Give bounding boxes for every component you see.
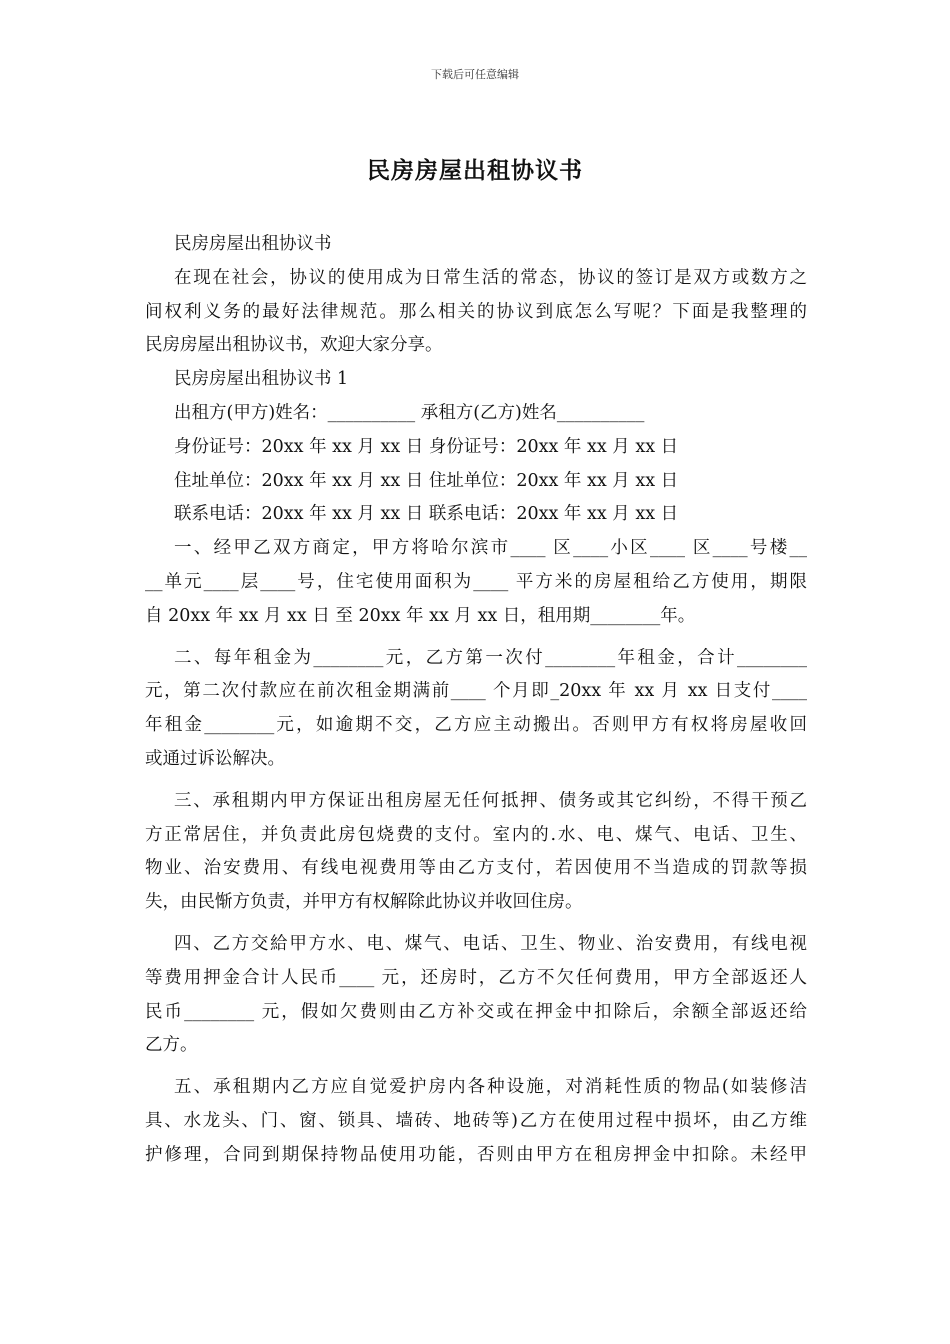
text-line: 民币________ 元，假如欠费则由乙方补交或在押金中扣除后，余额全部返还给: [145, 1001, 807, 1022]
text-line: 具、水龙头、门、窗、锁具、墙砖、地砖等)乙方在使用过程中损坏，由乙方维: [145, 1110, 807, 1131]
text-line: 联系电话：20xx 年 xx 月 xx 日 联系电话：20xx 年 xx 月 xx 日: [174, 504, 679, 525]
text-line: 乙方。: [145, 1035, 198, 1056]
text-line: 护修理，合同到期保持物品使用功能，否则由甲方在租房押金中扣除。未经甲: [145, 1144, 807, 1165]
text-line: 二、每年租金为________元，乙方第一次付________年租金，合计________: [174, 647, 807, 668]
text-line: 五、承租期内乙方应自觉爱护房内各种设施，对消耗性质的物品(如装修洁: [174, 1077, 807, 1098]
paragraph-gap: [145, 1063, 807, 1071]
text-line: __单元____层____号，住宅使用面积为____ 平方米的房屋租给乙方使用，期限: [145, 571, 807, 592]
text-line: 民房房屋出租协议书: [174, 234, 332, 254]
paragraph-gap: [145, 634, 807, 642]
text-line: 失，由民惭方负责，并甲方有权解除此协议并收回住房。: [145, 892, 583, 913]
text-line: 年租金________元，如逾期不交，乙方应主动搬出。否则甲方有权将房屋收回: [145, 715, 807, 736]
text-line: 三、承租期内甲方保证出租房屋无任何抵押、债务或其它纠纷，不得干预乙: [174, 790, 807, 811]
text-line: 民房房屋出租协议书 1: [174, 369, 349, 390]
text-line: 住址单位：20xx 年 xx 月 xx 日 住址单位：20xx 年 xx 月 xx 日: [174, 470, 679, 491]
text-line: 物业、治安费用、有线电视费用等由乙方支付，若因使用不当造成的罚款等损: [145, 858, 807, 879]
text-line: 身份证号：20xx 年 xx 月 xx 日 身份证号：20xx 年 xx 月 xx 日: [174, 436, 679, 457]
text-line: 或通过诉讼解决。: [145, 748, 285, 769]
text-line: 元，第二次付款应在前次租金期满前____ 个月即_20xx 年 xx 月 xx 日支付____: [145, 681, 807, 702]
document-title: 民房房屋出租协议书: [367, 157, 583, 184]
text-line: 民房房屋出租协议书，欢迎大家分享。: [145, 335, 443, 356]
document-body: [145, 228, 807, 1173]
text-line: 等费用押金合计人民币____ 元，还房时，乙方不欠任何费用，甲方全部返还人: [145, 967, 807, 988]
text-line: 出租方(甲方)姓名：__________ 承租方(乙方)姓名__________: [174, 402, 645, 423]
text-line: 间权利义务的最好法律规范。那么相关的协议到底怎么写呢？下面是我整理的: [145, 301, 807, 322]
paragraph-gap: [145, 920, 807, 928]
text-line: 自 20xx 年 xx 月 xx 日 至 20xx 年 xx 月 xx 日，租用期________年。: [145, 605, 696, 626]
page-header-note: 下载后可任意编辑: [431, 68, 519, 81]
text-line: 方正常居住，并负责此房包烧费的支付。室内的.水、电、煤气、电话、卫生、: [145, 824, 807, 845]
paragraph-gap: [145, 777, 807, 785]
text-line: 四、乙方交給甲方水、电、煤气、电话、卫生、物业、治安费用，有线电视: [174, 933, 807, 954]
text-line: 在现在社会，协议的使用成为日常生活的常态，协议的签订是双方或数方之: [174, 267, 807, 288]
text-line: 一、经甲乙双方商定，甲方将哈尔滨市____ 区____小区____ 区____号楼__: [174, 538, 807, 559]
